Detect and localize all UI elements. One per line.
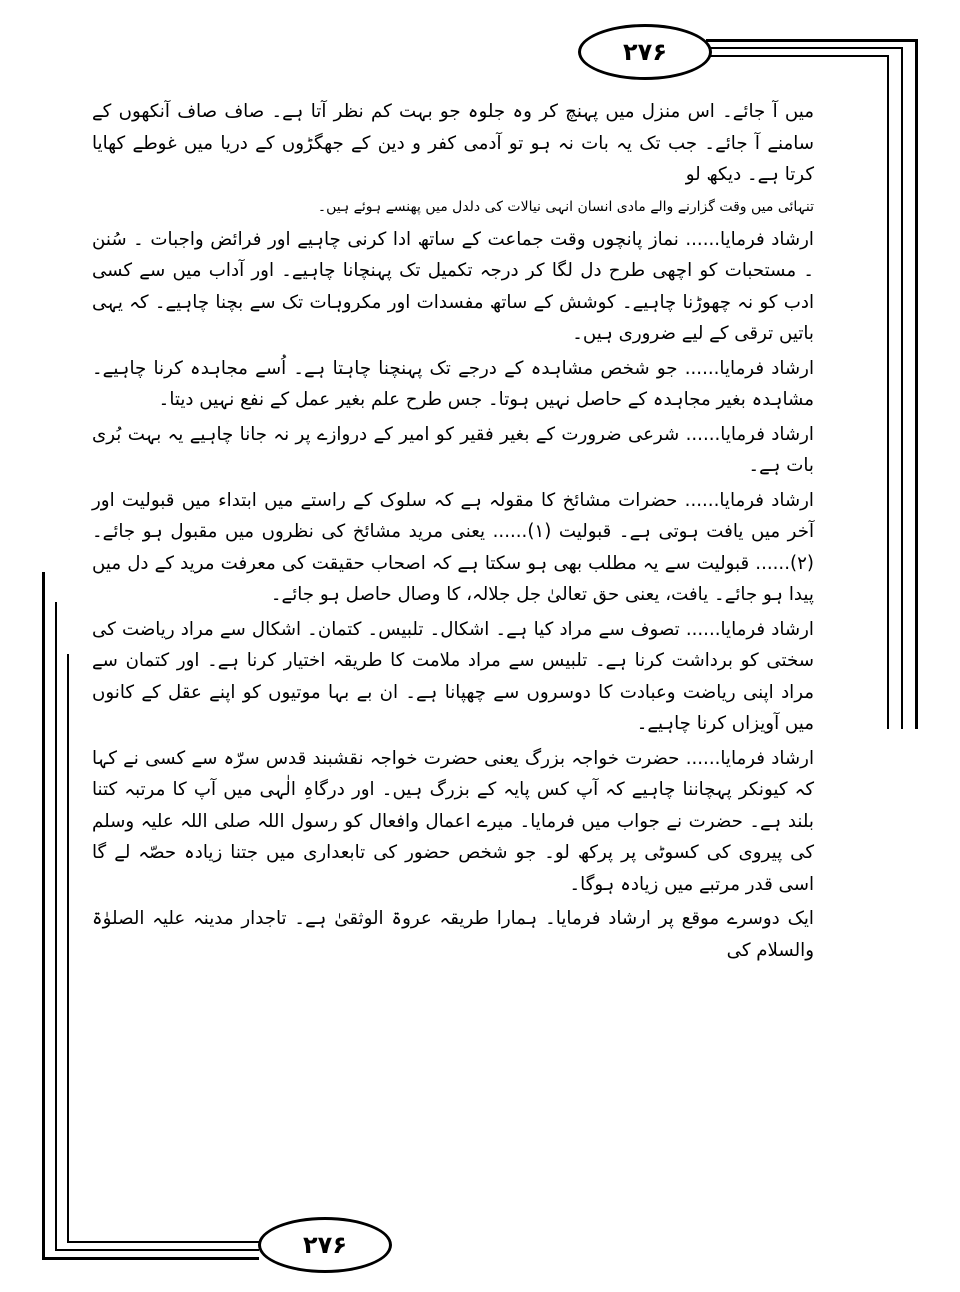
- frame-top-line-outer: [706, 39, 916, 42]
- paragraph-5: ارشاد فرمایا...... شرعی ضرورت کے بغیر فقیر کو امیر کے دروازے پر نہ جانا چاہیے یہ بہت بُری بات ہے۔: [92, 423, 814, 476]
- paragraph-6: ارشاد فرمایا...... حضرات مشائخ کا مقولہ ہے کہ سلوک کے راستے میں ابتداء میں قبولیت اور آخر میں یافت ہوتی ہے۔ قبولیت (۱)...... یعنی مرید مشائخ کی نظروں میں مقبول ہو جائے۔ (۲)...... قبولیت سے یہ مطلب بھی ہو سکتا ہے کہ اصحاب حقیقت کی معرفت مرید کے دل میں پیدا ہو جائے۔ یافت، یعنی حق تعالیٰ جل جلالہ، کا وصال حاصل ہو جائے۔: [92, 489, 815, 605]
- paragraph-1: میں آ جائے۔ اس منزل میں پہنچ کر وہ جلوہ جو بہت کم نظر آتا ہے۔ صاف صاف آنکھوں کے سامنے آ جائے۔ جب تک یہ بات نہ ہو تو آدمی کفر و دین کے جھگڑوں کے دریا میں غوطے کھایا کرتا ہے۔ دیکھ لو: [92, 101, 814, 185]
- paragraph-2: تنہائی میں وقت گزارنے والے مادی انسان انہی نیالات کی دلدل میں پھنسے ہوئے ہیں۔: [317, 198, 814, 215]
- page-body: [92, 96, 814, 966]
- frame-right-line-outer: [915, 39, 918, 729]
- frame-bottom-line-outer: [42, 1257, 259, 1260]
- page-number-bottom: ۲۷۶: [258, 1217, 392, 1273]
- paragraph-8: ارشاد فرمایا...... حضرت خواجہ بزرگ یعنی حضرت خواجہ نقشبند قدس سرّہ سے کسی نے کہا کہ کیونکر پہچاننا چاہیے کہ آپ کس پایہ کے بزرگ ہیں۔ اور درگاہِ الٰہی میں آپ کا مرتبہ کتنا بلند ہے۔ حضرت نے جواب میں فرمایا۔ میرے اعمال وافعال کو رسول اللہ صلی اللہ علیہ وسلم کی پیروی کی کسوٹی پر پرکھ لو۔ جو شخص حضور کی تابعداری میں جتنا زیادہ حصّہ لے گا اسی قدر مرتبے میں زیادہ ہوگا۔: [92, 747, 814, 895]
- paragraph-7: ارشاد فرمایا...... تصوف سے مراد کیا ہے۔ اشکال۔ تلبیس۔ کتمان۔ اشکال سے مراد ریاضت کی سختی کو برداشت کرنا ہے۔ تلبیس سے مراد ملامت کا طریقہ اختیار کرنا ہے۔ اور کتمان سے مراد اپنی ریاضت وعبادت کا دوسروں سے چھپانا ہے۔ ان بے بہا موتیوں کو اپنے عقل کے کانوں میں آویزاں کرنا چاہیے۔: [92, 618, 814, 734]
- frame-left-line-middle: [55, 602, 57, 1251]
- paragraph-4: ارشاد فرمایا...... جو شخص مشاہدہ کے درجے تک پہنچنا چاہتا ہے۔ اُسے مجاہدہ کرنا چاہیے۔ مشاہدہ بغیر مجاہدہ کے حاصل نہیں ہوتا۔ جس طرح علم بغیر عمل کے نفع نہیں دیتا۔: [92, 357, 814, 410]
- frame-left-line-inner: [67, 654, 69, 1243]
- page-number-top: ۲۷۶: [578, 24, 712, 80]
- frame-top-line-inner: [706, 55, 888, 57]
- frame-bottom-line-middle: [55, 1249, 259, 1251]
- frame-right-line-inner: [887, 55, 889, 729]
- frame-top-line-middle: [706, 47, 902, 49]
- frame-bottom-line-inner: [67, 1241, 259, 1243]
- frame-left-line-outer: [42, 572, 45, 1259]
- frame-right-line-middle: [901, 47, 903, 729]
- paragraph-9: ایک دوسرے موقع پر ارشاد فرمایا۔ ہمارا طریقہ عروۃ الوثقیٰ ہے۔ تاجدار مدینہ علیہ الصلوٰۃ والسلام کی: [92, 908, 814, 961]
- paragraph-3: ارشاد فرمایا...... نماز پانچوں وقت جماعت کے ساتھ ادا کرنی چاہیے اور فرائض واجبات ۔ سُنن ۔ مستحبات کو اچھی طرح دل لگا کر درجہ تکمیل تک پہنچانا چاہیے۔ اور آداب میں سے کسی ادب کو نہ چھوڑنا چاہیے۔ کوشش کے ساتھ مفسدات اور مکروہات تک سے بچنا چاہیے۔ کہ یہی باتیں ترقی کے لیے ضروری ہیں۔: [92, 228, 814, 344]
